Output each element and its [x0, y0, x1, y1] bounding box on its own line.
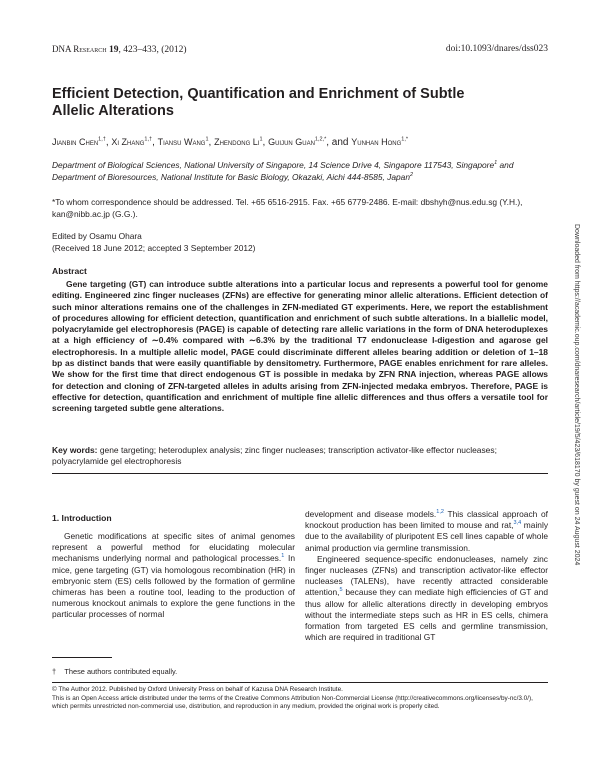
running-header-journal	[52, 44, 187, 55]
author-list	[52, 136, 562, 149]
footnote	[52, 667, 177, 676]
author-name: Zhendong Li	[214, 137, 260, 147]
affiliations	[52, 160, 552, 183]
author-name: Xi Zhang	[111, 137, 145, 147]
citation-link[interactable]: 1	[281, 553, 285, 560]
abstract-heading: Abstract	[52, 266, 87, 276]
journal-volume: 19	[108, 45, 119, 55]
download-watermark	[566, 224, 586, 614]
paragraph	[52, 531, 295, 621]
citation-link[interactable]: 1,2	[436, 509, 444, 516]
paragraph	[305, 509, 548, 554]
text-run: because they can mediate high efficiencies of GT and thus allow for allelic alterations directly in developing embryos without the intermediate steps such as HR in ES cells, chimera formation from targeted ES cells and germline transmission, which are required in traditional GT	[305, 587, 548, 643]
affiliation-1: Department of Biological Sciences, National University of Singapore, 14 Science Drive 4, Singapore 117543, Singapore	[52, 160, 495, 170]
author-name: Tiansu Wang	[157, 137, 206, 147]
footnote-text: These authors contributed equally.	[64, 667, 178, 676]
author-affiliation-mark: 1,*	[401, 136, 409, 143]
text-run: Genetic modifications at specific sites of animal genomes represent a powerful method for elucidating molecular mechanisms underlying normal and pathological processes.	[52, 531, 295, 564]
keywords	[52, 445, 548, 468]
copyright-notice	[52, 686, 548, 712]
paragraph	[305, 554, 548, 644]
article-title: Efficient Detection, Quantification and Enrichment of Subtle Allelic Alterations	[52, 86, 465, 119]
journal-pages: , 423–433, (2012)	[118, 45, 187, 55]
text-run: This classical approach of knockout production has been limited to mouse and rat,	[305, 509, 548, 531]
footnote-divider	[52, 657, 112, 658]
journal-name: DNA Research	[52, 44, 107, 54]
section-heading-introduction: 1. Introduction	[52, 513, 112, 523]
section-divider	[52, 473, 548, 474]
running-header-doi[interactable]: doi:10.1093/dnares/dss023	[445, 44, 548, 54]
author-affiliation-mark: 1,†	[144, 136, 153, 143]
affiliation-2-mark: 2	[409, 171, 414, 178]
edited-by: Edited by Osamu Ohara	[52, 231, 142, 241]
footnote-mark: †	[52, 667, 57, 676]
text-run: In mice, gene targeting (GT) via homologous recombination (HR) in embryonic stem (ES) cells followed by the formation of germline chimeras has been a routine tool, leading to the production of numerous knockout animals to explore the gene functions in the particular processes of normal	[52, 553, 296, 620]
affiliation-2: and Department of Bioresources, National Institute for Basic Biology, Okazaki, Aichi 444-8585, Japan	[52, 160, 514, 182]
author-name: Yunhan Hong	[351, 137, 402, 147]
text-run: mainly due to the availability of pluripotent ES cell lines capable of whole animal production via germline transmission.	[305, 520, 549, 553]
author-affiliation-mark: 1	[259, 136, 263, 143]
citation-link[interactable]: 5	[339, 587, 343, 594]
author-separator: , and	[326, 137, 352, 148]
text-run: development and disease models.	[305, 509, 437, 519]
keywords-text: gene targeting; heteroduplex analysis; zinc finger nucleases; transcription activator-like effector nucleases; polyacrylamide gel electrophoresis	[52, 445, 497, 467]
editor-info	[52, 231, 552, 254]
correspondence-note: *To whom correspondence should be addressed. Tel. +65 6516-2915. Fax. +65 6779-2486. E-mail: dbshyh@nus.edu.sg (Y.H.), kan@nibb.ac.jp (G.G.).	[52, 197, 523, 219]
author-name: Jianbin Chen	[52, 137, 99, 147]
author-affiliation-mark: 1,2,*	[314, 136, 327, 143]
keywords-label: Key words:	[52, 445, 98, 455]
body-column-left	[52, 531, 295, 621]
affiliation-1-mark: 1	[494, 160, 498, 167]
text-run: Engineered sequence-specific endonucleases, namely zinc finger nucleases (ZFNs) and transcription activator-like effector nucleases (TALENs), have recently attracted considerable attention,	[305, 553, 548, 598]
author-affiliation-mark: 1	[205, 136, 209, 143]
citation-link[interactable]: 3,4	[513, 520, 522, 527]
received-dates: (Received 18 June 2012; accepted 3 September 2012)	[52, 242, 256, 253]
author-separator: ,	[208, 137, 215, 148]
author-name: Guijun Guan	[268, 137, 315, 147]
author-affiliation-mark: 1,†	[98, 136, 106, 143]
author-separator: ,	[262, 137, 269, 148]
author-separator: ,	[105, 137, 112, 148]
copyright-line: © The Author 2012. Published by Oxford University Press on behalf of Kazusa DNA Research Institute.	[52, 686, 343, 693]
abstract-text: Gene targeting (GT) can introduce subtle alterations into a particular locus and represents a powerful tool for genome editing. Engineered zinc finger nucleases (ZFNs) are effective for generating minor allelic alterations. Efficient detection of such minor alterations remains one of the challenges in ZFN-mediated GT experiments. Here, we report the establishment of procedures allowing for efficient detection, quantification and enrichment of such subtle alterations. In a biallelic model, polyacrylamide gel electrophoresis (PAGE) is capable of detecting rare allelic variations in the form of DNA heteroduplexes at a high efficiency of ∼0.4% compared with ∼6.3% by the traditional T7 endonuclease I-digestion and agarose gel electrophoresis. In a multiple allelic model, PAGE could discriminate different alleles bearing addition or deletion of 1–18 bp as distinct bands that were easily quantifiable by densitometry. Furthermore, PAGE enables enrichment for rare alleles. We show for the first time that direct endogenous GT is possible in medaka by ZFN RNA injection, whereas PAGE allows for detection and cloning of ZFN-targeted alleles in adults arising from ZFN-injected medaka embryos. Therefore, PAGE is effective for detection, quantification and enrichment of multiple fine allelic differences and thus offers a versatile tool for screening targeted subtle gene alterations.	[52, 279, 548, 414]
download-notice: Downloaded from https://academic.oup.com/dnaresearch/article/19/5/423/618170 by guest on 24 August 2024	[573, 224, 580, 566]
copyright-divider	[52, 682, 548, 683]
body-column-right	[305, 509, 548, 643]
author-separator: ,	[152, 137, 158, 148]
license-text: This is an Open Access article distributed under the terms of the Creative Commons Attribution Non-Commercial License (http://creativecommons.org/licenses/by-nc/3.0/), which permits unrestricted non-commercial use, distribution, and reproduction in any medium, provided the original work is properly cited.	[52, 694, 533, 711]
